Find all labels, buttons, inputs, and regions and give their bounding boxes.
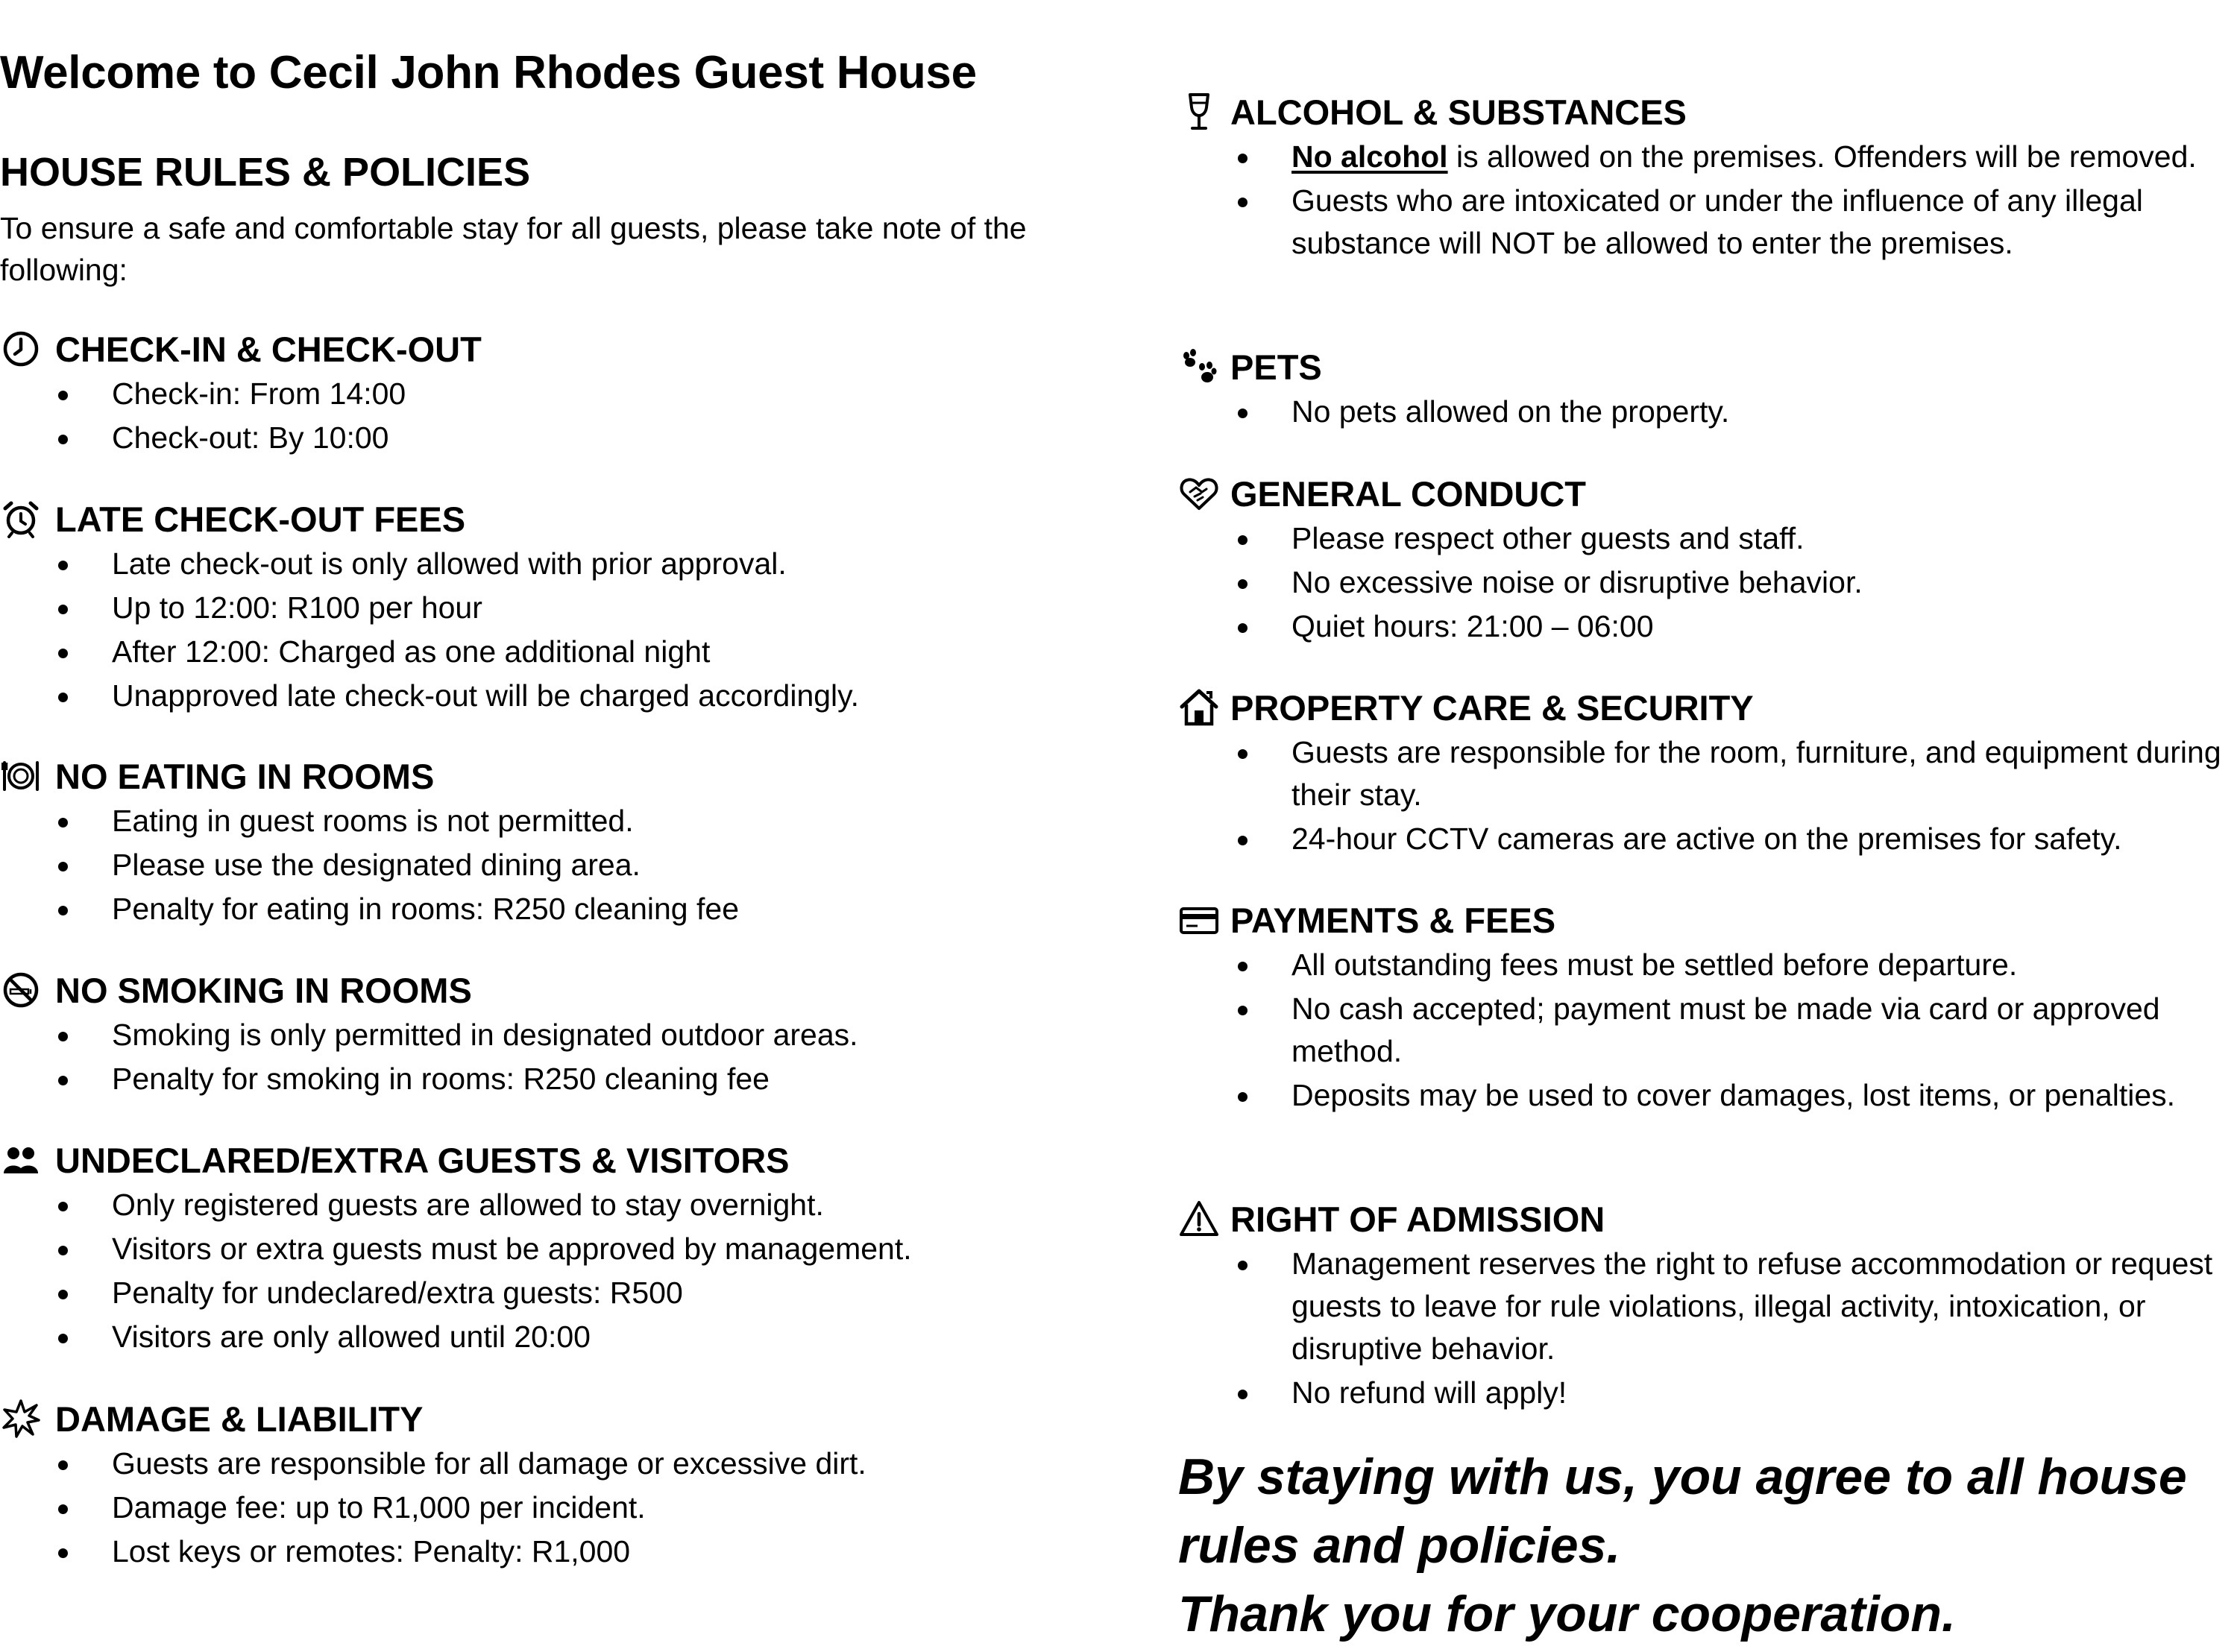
section-no-smoking [0, 968, 858, 1100]
list-item: Guests who are intoxicated or under the influence of any illegal substance will NOT be allowed to enter the premises. [1178, 180, 2230, 265]
section-title: RIGHT OF ADMISSION [1230, 1199, 1605, 1239]
rules-heading: HOUSE RULES & POLICIES [0, 150, 531, 195]
list-item: Visitors or extra guests must be approved by management. [0, 1228, 912, 1270]
no-smoking-icon [0, 969, 42, 1011]
section-property-care [1178, 685, 2230, 860]
list-item: Eating in guest rooms is not permitted. [0, 800, 739, 842]
section-title: NO EATING IN ROOMS [55, 756, 435, 796]
clock-icon [0, 328, 42, 370]
list-item: All outstanding fees must be settled before departure. [1178, 944, 2230, 986]
list-item: No refund will apply! [1178, 1372, 2230, 1414]
handshake-icon [1178, 473, 1220, 514]
list-item: Smoking is only permitted in designated outdoor areas. [0, 1014, 858, 1056]
section-alcohol [1178, 89, 2230, 265]
section-title: GENERAL CONDUCT [1230, 473, 1586, 514]
list-item: Please respect other guests and staff. [1178, 517, 1863, 560]
no-alcohol-emphasis: No alcohol [1291, 139, 1448, 174]
alarm-clock-icon [0, 498, 42, 540]
closing-agreement: By staying with us, you agree to all house rules and policies. [1178, 1448, 2187, 1574]
list-item: Check-in: From 14:00 [0, 373, 482, 415]
list-item: No cash accepted; payment must be made via card or approved method. [1178, 988, 2230, 1073]
list-item: Up to 12:00: R100 per hour [0, 587, 859, 629]
section-title: LATE CHECK-OUT FEES [55, 499, 466, 539]
section-title: PAYMENTS & FEES [1230, 900, 1556, 940]
list-item: Only registered guests are allowed to stay overnight. [0, 1184, 912, 1226]
list-item: Late check-out is only allowed with prior approval. [0, 543, 859, 585]
list-item: Guests are responsible for the room, furniture, and equipment during their stay. [1178, 731, 2230, 816]
house-icon [1178, 687, 1220, 728]
section-title: PETS [1230, 347, 1322, 387]
section-pets [1178, 344, 1729, 433]
section-no-eating [0, 754, 739, 930]
section-title: DAMAGE & LIABILITY [55, 1399, 424, 1439]
list-item: No excessive noise or disruptive behavior. [1178, 561, 1863, 604]
list-item: After 12:00: Charged as one additional night [0, 631, 859, 673]
section-title: NO SMOKING IN ROOMS [55, 970, 472, 1010]
list-item [1178, 136, 2230, 178]
section-title: PROPERTY CARE & SECURITY [1230, 687, 1754, 728]
list-item: Penalty for eating in rooms: R250 cleaning fee [0, 888, 739, 930]
paw-prints-icon [1178, 346, 1220, 388]
list-item: Penalty for undeclared/extra guests: R500 [0, 1272, 912, 1314]
warning-icon [1178, 1198, 1220, 1240]
list-item: 24-hour CCTV cameras are active on the premises for safety. [1178, 818, 2230, 860]
list-item: Check-out: By 10:00 [0, 417, 482, 459]
list-item: Guests are responsible for all damage or excessive dirt. [0, 1443, 866, 1485]
list-item: No pets allowed on the property. [1178, 391, 1729, 433]
section-check-in-out [0, 327, 482, 459]
people-icon [0, 1139, 42, 1181]
section-late-check-out [0, 496, 859, 717]
list-item: Management reserves the right to refuse accommodation or request guests to leave for rule violations, illegal activity, intoxication, or disruptive behavior. [1178, 1243, 2230, 1370]
section-payments [1178, 898, 2230, 1117]
intro-text: To ensure a safe and comfortable stay for all guests, please take note of the following: [0, 211, 1027, 287]
list-item: Lost keys or remotes: Penalty: R1,000 [0, 1530, 866, 1573]
list-item: Deposits may be used to cover damages, lost items, or penalties. [1178, 1074, 2230, 1117]
burst-icon [0, 1398, 42, 1440]
section-extra-guests [0, 1138, 912, 1358]
list-item: Damage fee: up to R1,000 per incident. [0, 1487, 866, 1529]
section-title: ALCOHOL & SUBSTANCES [1230, 92, 1687, 132]
list-item-text: is allowed on the premises. Offenders will be removed. [1447, 139, 2197, 174]
section-damage [0, 1396, 866, 1573]
credit-card-icon [1178, 899, 1220, 941]
list-item: Penalty for smoking in rooms: R250 cleaning fee [0, 1058, 858, 1100]
list-item: Please use the designated dining area. [0, 844, 739, 886]
list-item: Unapproved late check-out will be charged accordingly. [0, 675, 859, 717]
closing-statement [1178, 1443, 2230, 1648]
section-title: UNDECLARED/EXTRA GUESTS & VISITORS [55, 1140, 790, 1180]
list-item: Quiet hours: 21:00 – 06:00 [1178, 605, 1863, 648]
wine-glass-icon [1178, 91, 1220, 133]
closing-thanks: Thank you for your cooperation. [1178, 1586, 1956, 1642]
section-right-of-admission [1178, 1197, 2230, 1414]
list-item: Visitors are only allowed until 20:00 [0, 1316, 912, 1358]
page-title: Welcome to Cecil John Rhodes Guest House [0, 47, 977, 98]
section-general-conduct [1178, 471, 1863, 648]
section-title: CHECK-IN & CHECK-OUT [55, 329, 482, 369]
plate-icon [0, 755, 42, 797]
